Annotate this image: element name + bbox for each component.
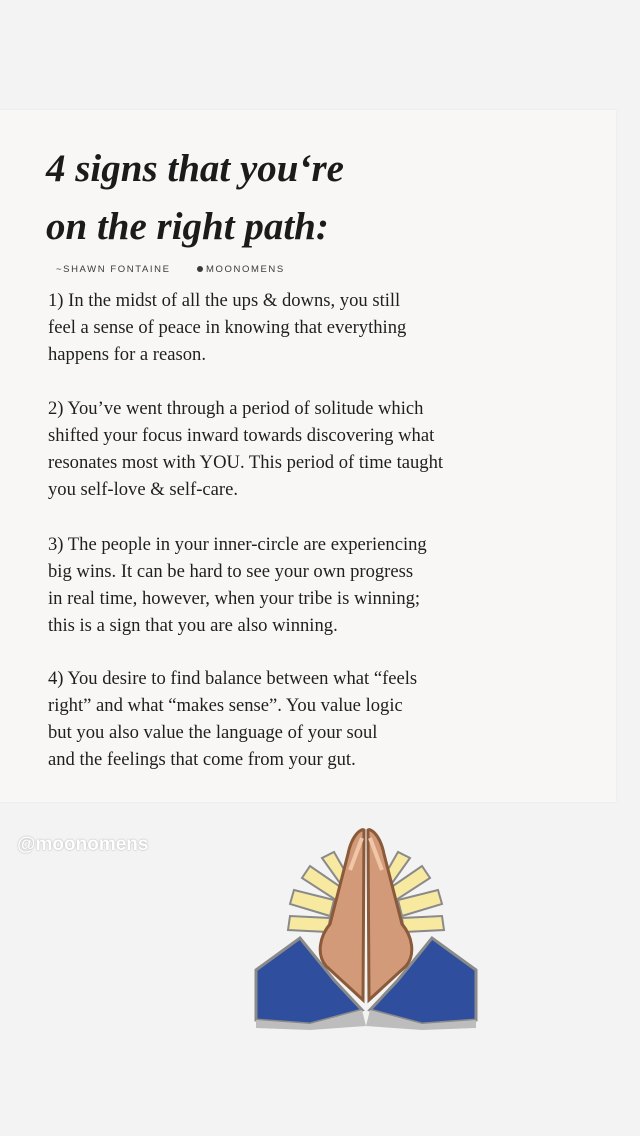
praying-hands-icon[interactable] bbox=[250, 820, 482, 1032]
credits-line bbox=[56, 264, 285, 275]
post-title bbox=[46, 140, 586, 256]
sign-1: 1) In the midst of all the ups & downs, you still feel a sense of peace in knowing that everything happens for a reason. bbox=[48, 290, 407, 365]
instagram-dot-icon bbox=[197, 266, 203, 272]
sign-4: 4) You desire to find balance between what “feels right” and what “makes sense”. You value logic but you also value the language of your soul and the feelings that come from your gut. bbox=[48, 668, 418, 770]
title-line-1: 4 signs that you‘re bbox=[46, 147, 344, 190]
sign-3: 3) The people in your inner-circle are experiencing big wins. It can be hard to see your own progress in real time, however, when your tribe is winning; this is a sign that you are also winning. bbox=[48, 534, 427, 636]
mention-sticker[interactable]: @moonomens bbox=[17, 834, 149, 855]
account-credit: MOONOMENS bbox=[206, 264, 285, 275]
title-line-2: on the right path: bbox=[46, 205, 329, 248]
author-credit: ~SHAWN FONTAINE bbox=[56, 264, 171, 275]
sign-2: 2) You’ve went through a period of solitude which shifted your focus inward towards discovering what resonates most with YOU. This period of time taught you self-love & self-care. bbox=[48, 398, 444, 500]
